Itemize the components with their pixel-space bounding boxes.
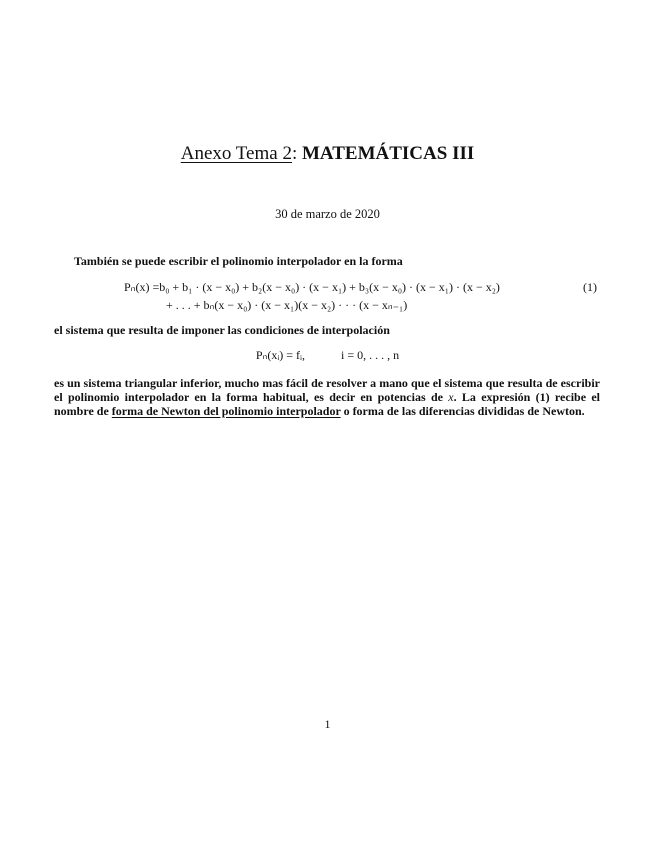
explanation-paragraph	[54, 376, 600, 418]
equation-1-number: (1)	[583, 280, 597, 294]
newton-form-link[interactable]: forma de Newton del polinomio interpolador	[111, 404, 341, 418]
equation-2-left: Pₙ(xᵢ) = fᵢ,	[255, 348, 306, 362]
conditions-paragraph: el sistema que resulta de imponer las condiciones de interpolación	[54, 323, 390, 337]
equation-2	[0, 348, 655, 363]
page-number: 1	[324, 717, 331, 731]
intro-paragraph: También se puede escribir el polinomio interpolador en la forma	[74, 254, 403, 268]
title-subject: MATEMÁTICAS III	[302, 143, 475, 164]
explanation-text-2: . La expresión (1) recibe el nombre de	[54, 390, 600, 418]
explanation-variable: x	[448, 390, 454, 404]
page-title	[0, 143, 655, 165]
title-separator: :	[291, 143, 302, 164]
document-date: 30 de marzo de 2020	[275, 207, 380, 221]
explanation-text-1: es un sistema triangular inferior, mucho mas fácil de resolver a mano que el sistema que resulta de escribir el polinomio interpolador en la forma habitual, es decir en potencias de	[54, 376, 600, 404]
title-link[interactable]: Anexo Tema 2	[180, 143, 292, 164]
explanation-text-3: o forma de las diferencias divididas de Newton.	[340, 404, 585, 418]
equation-1-line-2: + . . . + bₙ(x − x₀) · (x − x₁)(x − x₂) · · · (x − xₙ₋₁)	[166, 298, 408, 312]
equation-2-right: i = 0, . . . , n	[341, 348, 400, 362]
equation-1-line-1: Pₙ(x) =b₀ + b₁ · (x − x₀) + b₂(x − x₀) · (x − x₁) + b₃(x − x₀) · (x − x₁) · (x − x₂)	[124, 280, 500, 294]
